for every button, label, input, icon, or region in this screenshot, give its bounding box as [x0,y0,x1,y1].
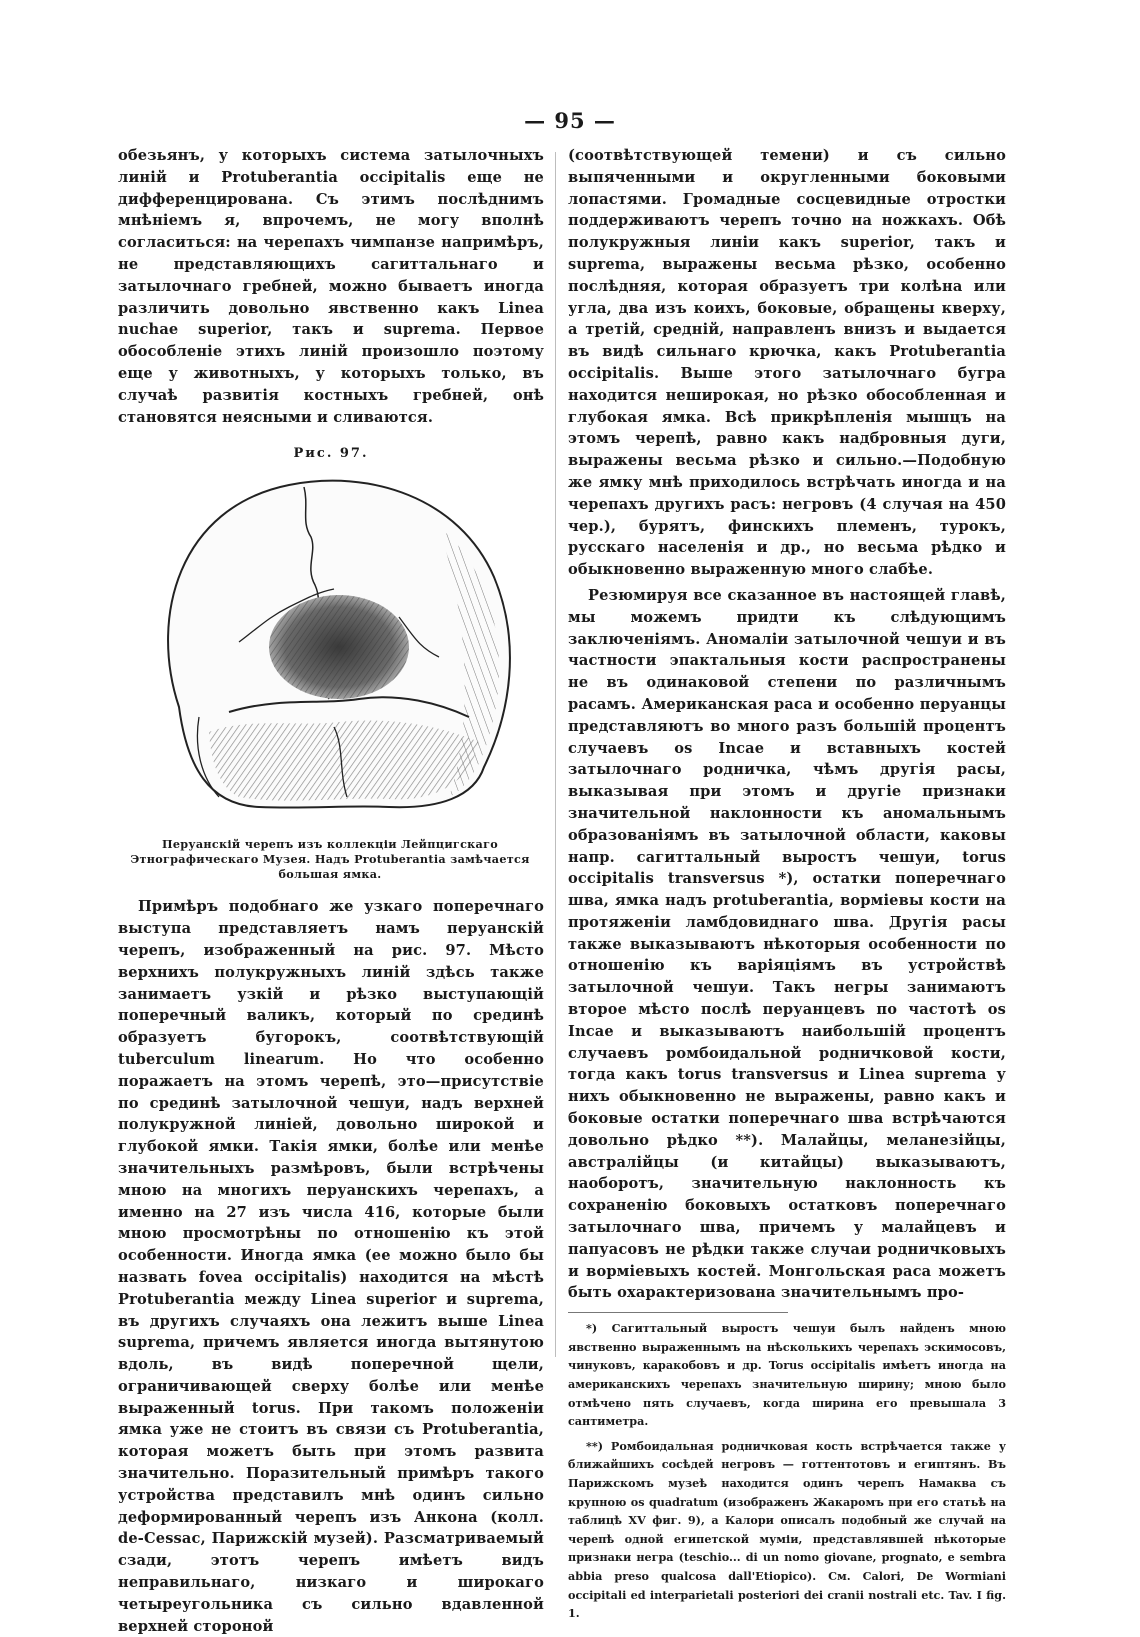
skull-illustration [139,467,523,827]
page-number: — 95 — [524,108,616,133]
figure-caption: Перуанскій черепъ изъ коллекціи Лейпцигскаго Этнографическаго Музея. Надъ Protuberantia замѣчается большая ямка. [130,837,530,882]
right-paragraph-2: Резюмируя все сказанное въ настоящей главѣ, мы можемъ придти къ слѣдующимъ заключеніямъ. Аномаліи затылочной чешуи и въ частности эпактальныя кости распространены не въ одинаковой степени по различнымъ расамъ. Американская раса и особенно перуанцы представляютъ во много разъ большій процентъ случаевъ os Incae и вставныхъ костей затылочнаго родничка, чѣмъ другія расы, выказывая при этомъ и другіе признаки значительной наклонности къ аномальнымъ образованіямъ въ затылочной области, каковы напр. сагиттальный выростъ чешуи, torus occipitalis transversus *), остатки поперечнаго шва, ямка надъ protuberantia, ворміевы кости на протяженіи ламбдовиднаго шва. Другія расы также выказываютъ нѣкоторыя особенности по отношенію къ варіяціямъ въ устройствѣ затылочной чешуи. Такъ негры занимаютъ второе мѣсто послѣ перуанцевъ по частотѣ os Incae и выказываютъ наибольшій процентъ случаевъ ромбоидальной родничковой кости, тогда какъ torus transversus и Linea suprema у нихъ обыкновенно не выражены, равно какъ и боковые остатки поперечнаго шва встрѣчаются довольно рѣдко **). Малайцы, меланезійцы, австралійцы (и китайцы) выказываютъ, наоборотъ, значительную наклонность къ сохраненію боковыхъ остатковъ поперечнаго затылочнаго шва, причемъ у малайцевъ и папуасовъ не рѣдки также случаи родничковыхъ и ворміевыхъ костей. Монгольская раса можетъ быть охарактеризована значительнымъ про- [568,586,1006,1302]
left-paragraph-2: Примѣръ подобнаго же узкаго поперечнаго выступа представляетъ намъ перуанскій черепъ, изображенный на рис. 97. Мѣсто верхнихъ полукружныхъ линій здѣсь также занимаетъ узкій и рѣзко выступающій поперечный валикъ, который по срединѣ образуетъ бугорокъ, соотвѣтствующій tuberculum linearum. Но что особенно поражаетъ на этомъ черепѣ, это—присутствіе по срединѣ затылочной чешуи, надъ верхней полукружной линіей, довольно широкой и глубокой ямки. Такія ямки, болѣе или менѣе значительныхъ размѣровъ, были встрѣчены мною на многихъ перуанскихъ черепахъ, а именно на 27 изъ числа 416, которые были мною просмотрѣны по отношенію къ этой особенности. Иногда ямка (ее можно было бы назвать fovea occipitalis) находится на мѣстѣ Protuberantia между Linea superior и suprema, въ другихъ случаяхъ она лежитъ выше Linea suprema, причемъ является иногда вытянутою вдоль, въ видѣ поперечной щели, ограничивающей сверху болѣе или менѣе выраженный torus. При такомъ положеніи ямка уже не стоитъ въ связи съ Protuberantia, которая можетъ быть при этомъ развита значительно. Поразительный примѣръ такого устройства представилъ мнѣ одинъ сильно деформированный черепъ изъ Анкона (колл. de-Cessac, Парижскій музей). Разсматриваемый сзади, этотъ черепъ имѣетъ видъ неправильнаго, низкаго и широкаго четыреугольника съ сильно вдавленной верхней стороной [118,898,544,1635]
footnotes [568,1319,1006,1623]
right-paragraph-1: (соотвѣтствующей темени) и съ сильно выпяченными и округленными боковыми лопастями. Громадные сосцевидные отростки поддерживаютъ черепъ точно на ножкахъ. Обѣ полукружныя линіи какъ superior, такъ и suprema, выражены весьма рѣзко, особенно послѣдняя, которая образуетъ три колѣна или угла, два изъ коихъ, боковые, обращены кверху, а третій, средній, направленъ внизъ и выдается въ видѣ сильнаго крючка, какъ Protuberantia occipitalis. Выше этого затылочнаго бугра находится неширокая, но рѣзко обособленная и глубокая ямка. Всѣ прикрѣпленія мышцъ на этомъ черепѣ, равно какъ надбровныя дуги, выражены весьма рѣзко и сильно.—Подобную же ямку мнѣ приходилось встрѣчать иногда и на черепахъ другихъ расъ: негровъ (4 случая на 450 чер.), бурятъ, финскихъ племенъ, турокъ, русскаго населенія и др., но весьма рѣдко и обыкновенно выраженную много слабѣе. [568,147,1006,579]
column-divider [555,152,556,1357]
right-column [568,145,1006,1623]
footnote-rule [568,1312,788,1313]
footnote-2: **) Ромбоидальная родничковая кость встрѣчается также у ближайшихъ сосѣдей негровъ — готтентотовъ и египтянъ. Въ Парижскомъ музеѣ находится одинъ черепъ Намаква съ крупною os quadratum (изображенъ Жакаромъ при его статьѣ на таблицѣ XV фиг. 9), а Калори описалъ подобный же случай на черепѣ одной египетской муміи, представлявшей нѣкоторые признаки негра (teschio... di un nomo giovane, prognato, e sembra abbia preso qualcosa dall'Etiopico). См. Calori, De Wormiani occipitali ed interparietali posteriori dei cranii nostrali etc. Tav. I fig. 1. [568,1438,1006,1621]
left-paragraph-1: обезьянъ, у которыхъ система затылочныхъ линій и Protuberantia occipitalis еще не дифференцирована. Съ этимъ послѣднимъ мнѣніемъ я, впрочемъ, не могу вполнѣ согласиться: на черепахъ чимпанзе напримѣръ, не представляющихъ сагиттальнаго и затылочнаго гребней, можно бываетъ иногда различить довольно явственно какъ Linea nuchae superior, такъ и suprema. Первое обособленіе этихъ линій произошло поэтому еще у животныхъ, у которыхъ только, въ случаѣ развитія костныхъ гребней, онѣ становятся неясными и сливаются. [118,147,544,426]
figure-label: Рис. 97. [293,446,369,462]
left-column [118,145,544,1637]
footnote-1: *) Сагиттальный выростъ чешуи былъ найденъ мною явственно выраженнымъ на нѣсколькихъ черепахъ эскимосовъ, чинуковъ, каракобовъ и др. Torus occipitalis имѣетъ иногда на американскихъ черепахъ значительную ширину; мною было отмѣчено пять случаевъ, когда ширина его превышала 3 сантиметра. [568,1321,1006,1429]
